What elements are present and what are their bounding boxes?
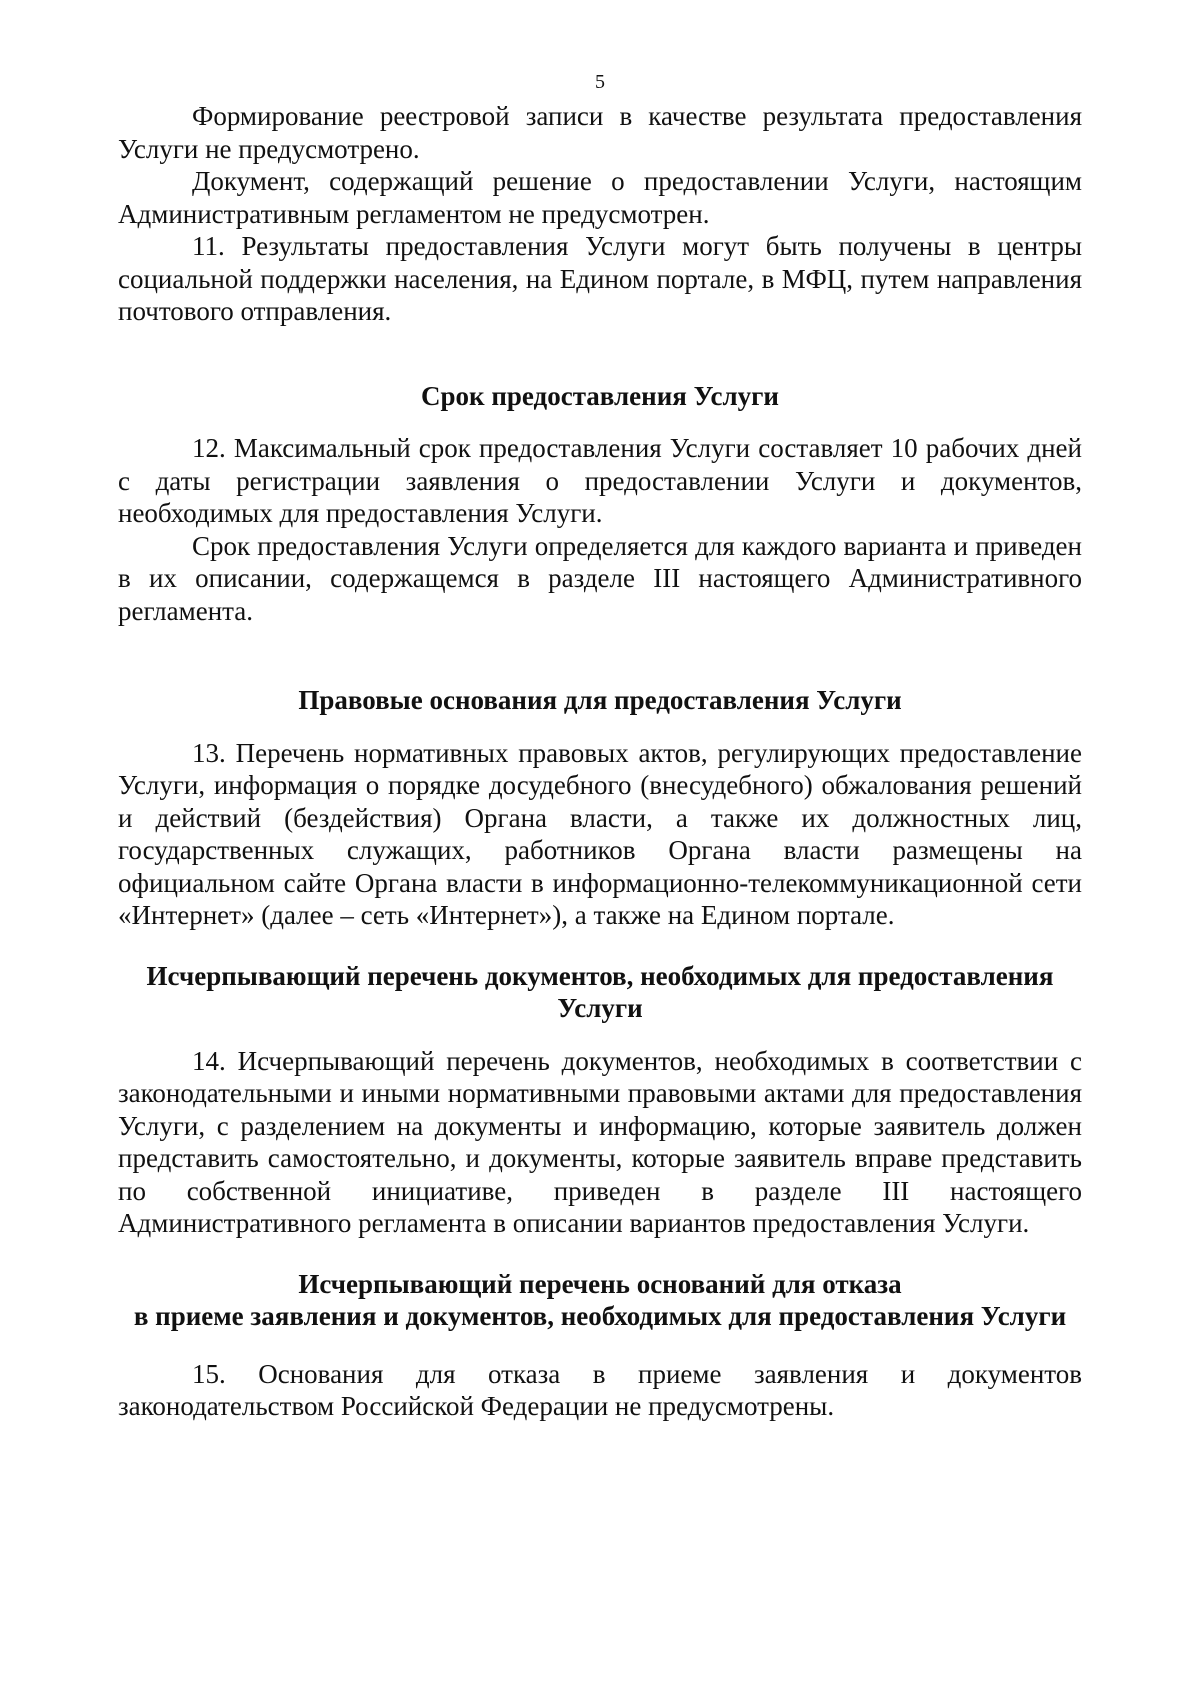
paragraph-15: 15. Основания для отказа в приеме заявления и документов законодательством Российской Федерации не предусмотрены. [118, 1358, 1082, 1421]
paragraph-registry: Формирование реестровой записи в качестве результата предоставления Услуги не предусмотрено. [118, 101, 1082, 164]
heading-refusal-grounds-line-2: в приеме заявления и документов, необходимых для предоставления Услуги [133, 1301, 1067, 1331]
heading-refusal-grounds-line-1: Исчерпывающий перечень оснований для отказа [298, 1268, 902, 1299]
paragraph-decision-document: Документ, содержащий решение о предоставлении Услуги, настоящим Административным регламентом не предусмотрен. [118, 166, 1082, 229]
heading-legal-grounds: Правовые основания для предоставления Услуги [298, 685, 902, 715]
page-number: 5 [595, 71, 605, 93]
paragraph-12-term-variants: Срок предоставления Услуги определяется для каждого варианта и приведен в их описании, содержащемся в разделе III настоящего Административного регламента. [118, 530, 1082, 626]
paragraph-11: 11. Результаты предоставления Услуги могут быть получены в центры социальной поддержки населения, на Едином портале, в МФЦ, путем направления почтового отправления. [118, 231, 1082, 326]
document-body [118, 100, 1082, 1423]
heading-required-documents [118, 960, 1082, 1025]
heading-service-term: Срок предоставления Услуги [421, 380, 779, 411]
paragraph-13: 13. Перечень нормативных правовых актов, регулирующих предоставление Услуги, информация о порядке досудебного (внесудебного) обжалования решений и действий (бездействия) Органа власти, а также их должностных лиц, государственных служащих, работников Органа власти размещены на официальном сайте Органа власти в информационно-телекоммуникационной сети «Интернет» (далее – сеть «Интернет»), а также на Едином портале. [118, 737, 1082, 930]
heading-required-documents-line-1: Исчерпывающий перечень документов, необходимых для предоставления [146, 960, 1054, 991]
paragraph-12: 12. Максимальный срок предоставления Услуги составляет 10 рабочих дней с даты регистрации заявления о предоставлении Услуги и документов, необходимых для предоставления Услуги. [118, 433, 1082, 528]
heading-required-documents-line-2: Услуги [557, 993, 643, 1023]
paragraph-14: 14. Исчерпывающий перечень документов, необходимых в соответствии с законодательными и иными нормативными правовыми актами для предоставления Услуги, с разделением на документы и информацию, которые заявитель должен представить самостоятельно, и документы, которые заявитель вправе представить по собственной инициативе, приведен в разделе III настоящего Административного регламента в описании вариантов предоставления Услуги. [118, 1045, 1082, 1238]
heading-refusal-grounds [118, 1268, 1082, 1333]
